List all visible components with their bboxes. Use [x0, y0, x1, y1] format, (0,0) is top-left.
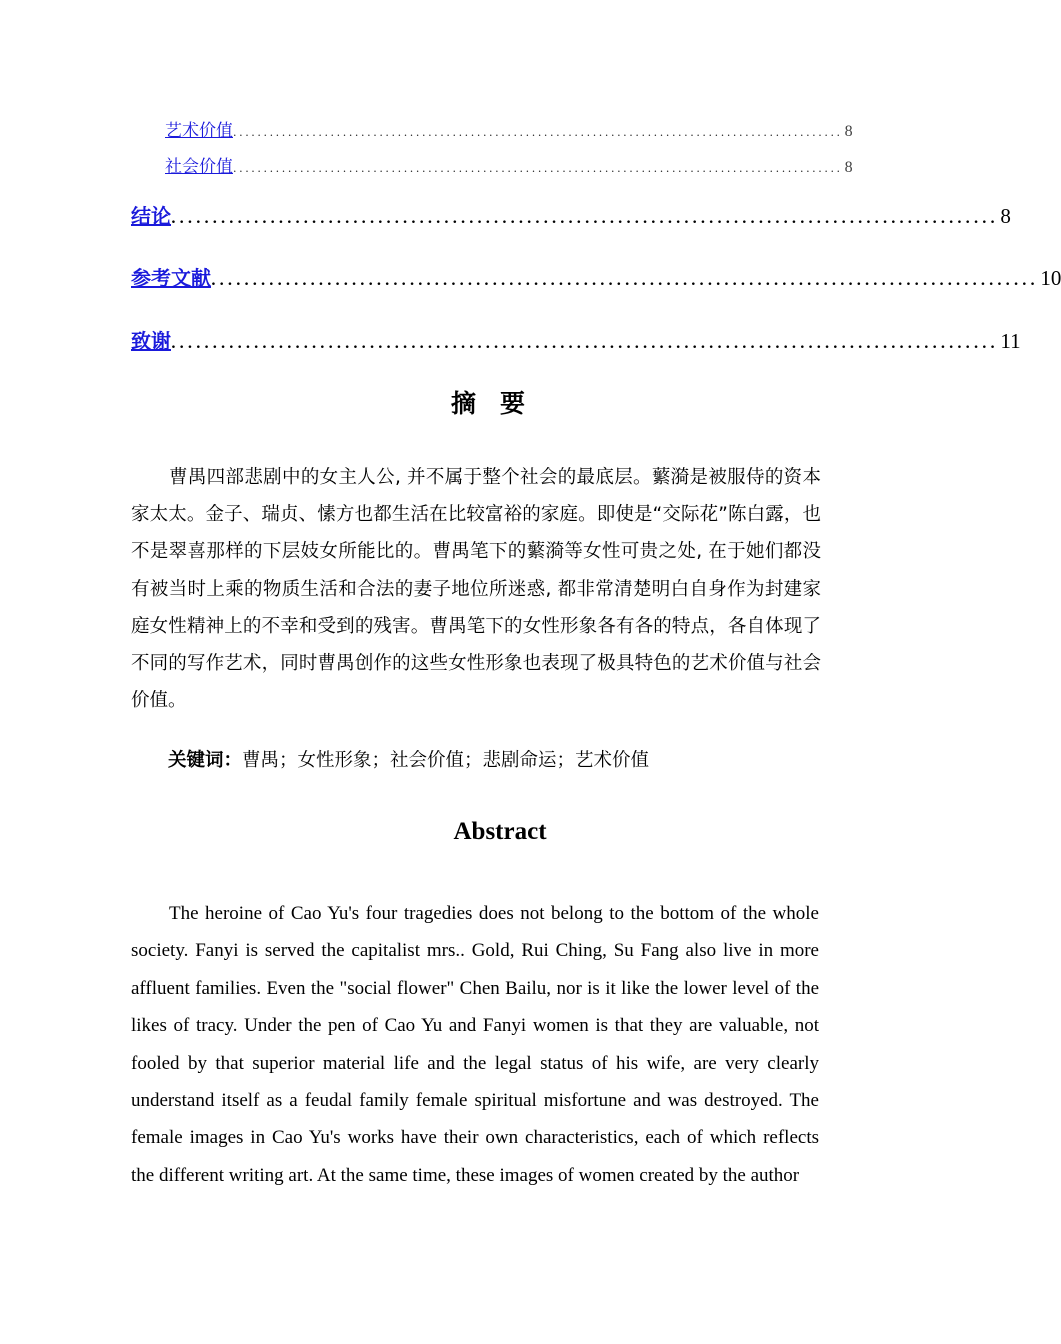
- abstract-en-heading: Abstract: [453, 818, 547, 845]
- toc-page-number: 10: [1040, 266, 1061, 290]
- toc-entry-art-value[interactable]: [165, 116, 853, 141]
- toc-dot-leader: ....................................................................................................: [233, 126, 843, 139]
- toc-link-art-value[interactable]: 艺术价值: [165, 121, 233, 141]
- abstract-en-body: The heroine of Cao Yu's four tragedies does not belong to the bottom of the whole society. Fanyi is served the capitalist mrs.. Gold, Rui Ching, Su Fang also live in more affluent families. Even the "social flower" Chen Bailu, nor is it like the lower level of the likes of tracy. Under the pen of Cao Yu and Fanyi women is that they are valuable, not fooled by that superior material life and the legal status of his wife, are very clearly understand itself as a feudal family female spiritual misfortune and was destroyed. The female images in Cao Yu's works have their own characteristics, each of which reflects the different writing art. At the same time, these images of women created by the author: [131, 903, 819, 1186]
- toc-link-social-value[interactable]: 社会价值: [165, 157, 233, 177]
- toc-entry-acknowledgements[interactable]: [131, 325, 1021, 354]
- toc-link-references[interactable]: 参考文献: [131, 266, 211, 290]
- toc-entry-social-value[interactable]: [165, 152, 853, 177]
- toc-dot-leader: ....................................................................................................: [211, 273, 1039, 289]
- toc-dot-leader: ....................................................................................................: [171, 336, 999, 352]
- abstract-cn-heading: 摘要: [450, 389, 549, 418]
- toc-dot-leader: ....................................................................................................: [171, 211, 999, 227]
- toc-page-number: 8: [844, 123, 853, 140]
- toc-page-number: 8: [844, 159, 853, 176]
- toc-entry-references[interactable]: [131, 262, 1061, 291]
- toc-dot-leader: ....................................................................................................: [233, 162, 843, 175]
- toc-page-number: 11: [1000, 329, 1021, 353]
- toc-link-conclusion[interactable]: 结论: [131, 204, 171, 228]
- abstract-cn-body: 曹禺四部悲剧中的女主人公, 并不属于整个社会的最底层。蘩漪是被服侍的资本家太太。金子、瑞贞、愫方也都生活在比较富裕的家庭。即使是“交际花”陈白露，也不是翠喜那样的下层妓女所能比的。曹禺笔下的蘩漪等女性可贵之处, 在于她们都没有被当时上乘的物质生活和合法的妻子地位所迷惑, 都非常清楚明白自身作为封建家庭女性精神上的不幸和受到的残害。曹禺笔下的女性形象各有各的特点，各自体现了不同的写作艺术，同时曹禺创作的这些女性形象也表现了极具特色的艺术价值与社会价值。: [131, 467, 821, 712]
- toc-link-acknowledgements[interactable]: 致谢: [131, 329, 171, 353]
- toc-entry-conclusion[interactable]: [131, 200, 1011, 229]
- keywords-text: 曹禺；女性形象；社会价值；悲剧命运；艺术价值: [242, 750, 650, 771]
- keywords-label: 关键词：: [168, 750, 243, 771]
- keywords-line: [168, 746, 649, 772]
- toc-page-number: 8: [1000, 204, 1011, 228]
